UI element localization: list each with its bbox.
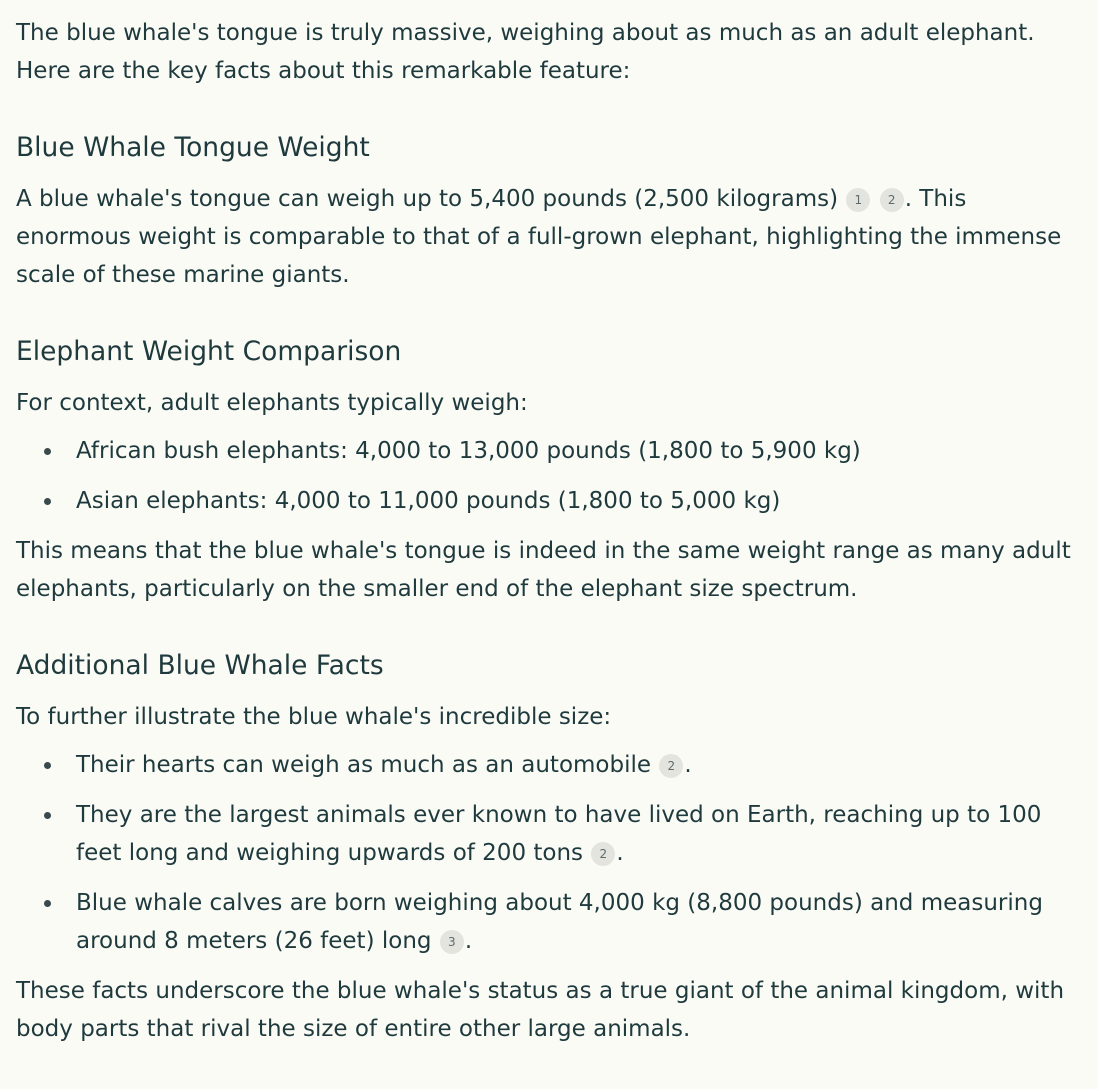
list-item-end: . — [684, 752, 692, 778]
list-item-text: Their hearts can weigh as much as an automobile — [76, 752, 652, 778]
list-item-end: . — [464, 928, 473, 954]
paragraph — [16, 180, 1082, 294]
list-item-text: Blue whale calves are born weighing about 4,000 kg (8,800 pounds) and measuring around 8 meters (26 feet) long — [76, 890, 1043, 954]
list-item: Asian elephants: 4,000 to 11,000 pounds (1,800 to 5,000 kg) — [16, 482, 1082, 520]
lead-paragraph: For context, adult elephants typically weigh: — [16, 390, 528, 416]
section-additional-facts — [16, 646, 1082, 1048]
list-item — [16, 796, 1082, 872]
section-elephant-comparison — [16, 332, 1082, 608]
lead-paragraph: To further illustrate the blue whale's incredible size: — [16, 704, 612, 730]
list-item: African bush elephants: 4,000 to 13,000 pounds (1,800 to 5,900 kg) — [16, 432, 1082, 470]
bullet-list — [16, 746, 1082, 960]
citation-badge[interactable]: 2 — [880, 188, 904, 212]
section-heading: Blue Whale Tongue Weight — [16, 132, 370, 163]
intro-paragraph: The blue whale's tongue is truly massive, weighing about as much as an adult elephant. Here are the key facts about this remarkable feature: — [16, 20, 1035, 84]
citation-badge[interactable]: 2 — [659, 754, 683, 778]
closing-paragraph: These facts underscore the blue whale's status as a true giant of the animal kingdom, with body parts that rival the size of entire other large animals. — [16, 978, 1065, 1042]
closing-paragraph: This means that the blue whale's tongue is indeed in the same weight range as many adult elephants, particularly on the smaller end of the elephant size spectrum. — [16, 538, 1071, 602]
list-item — [16, 884, 1082, 960]
bullet-list — [16, 432, 1082, 520]
section-tongue-weight — [16, 128, 1082, 294]
paragraph-text: A blue whale's tongue can weigh up to 5,400 pounds (2,500 kilograms) — [16, 186, 839, 212]
list-item — [16, 746, 1082, 784]
paragraph-text: . This enormous weight is comparable to that of a full-grown elephant, highlighting the immense scale of these marine giants. — [16, 186, 1062, 288]
list-item-end: . — [616, 840, 624, 866]
citation-badge[interactable]: 3 — [440, 930, 464, 954]
section-heading: Elephant Weight Comparison — [16, 336, 402, 367]
list-item-text: They are the largest animals ever known to have lived on Earth, reaching up to 100 feet long and weighing upwards of 200 tons — [76, 802, 1042, 866]
section-heading: Additional Blue Whale Facts — [16, 650, 384, 681]
citation-badge[interactable]: 2 — [591, 842, 615, 866]
citation-badge[interactable]: 1 — [846, 188, 870, 212]
